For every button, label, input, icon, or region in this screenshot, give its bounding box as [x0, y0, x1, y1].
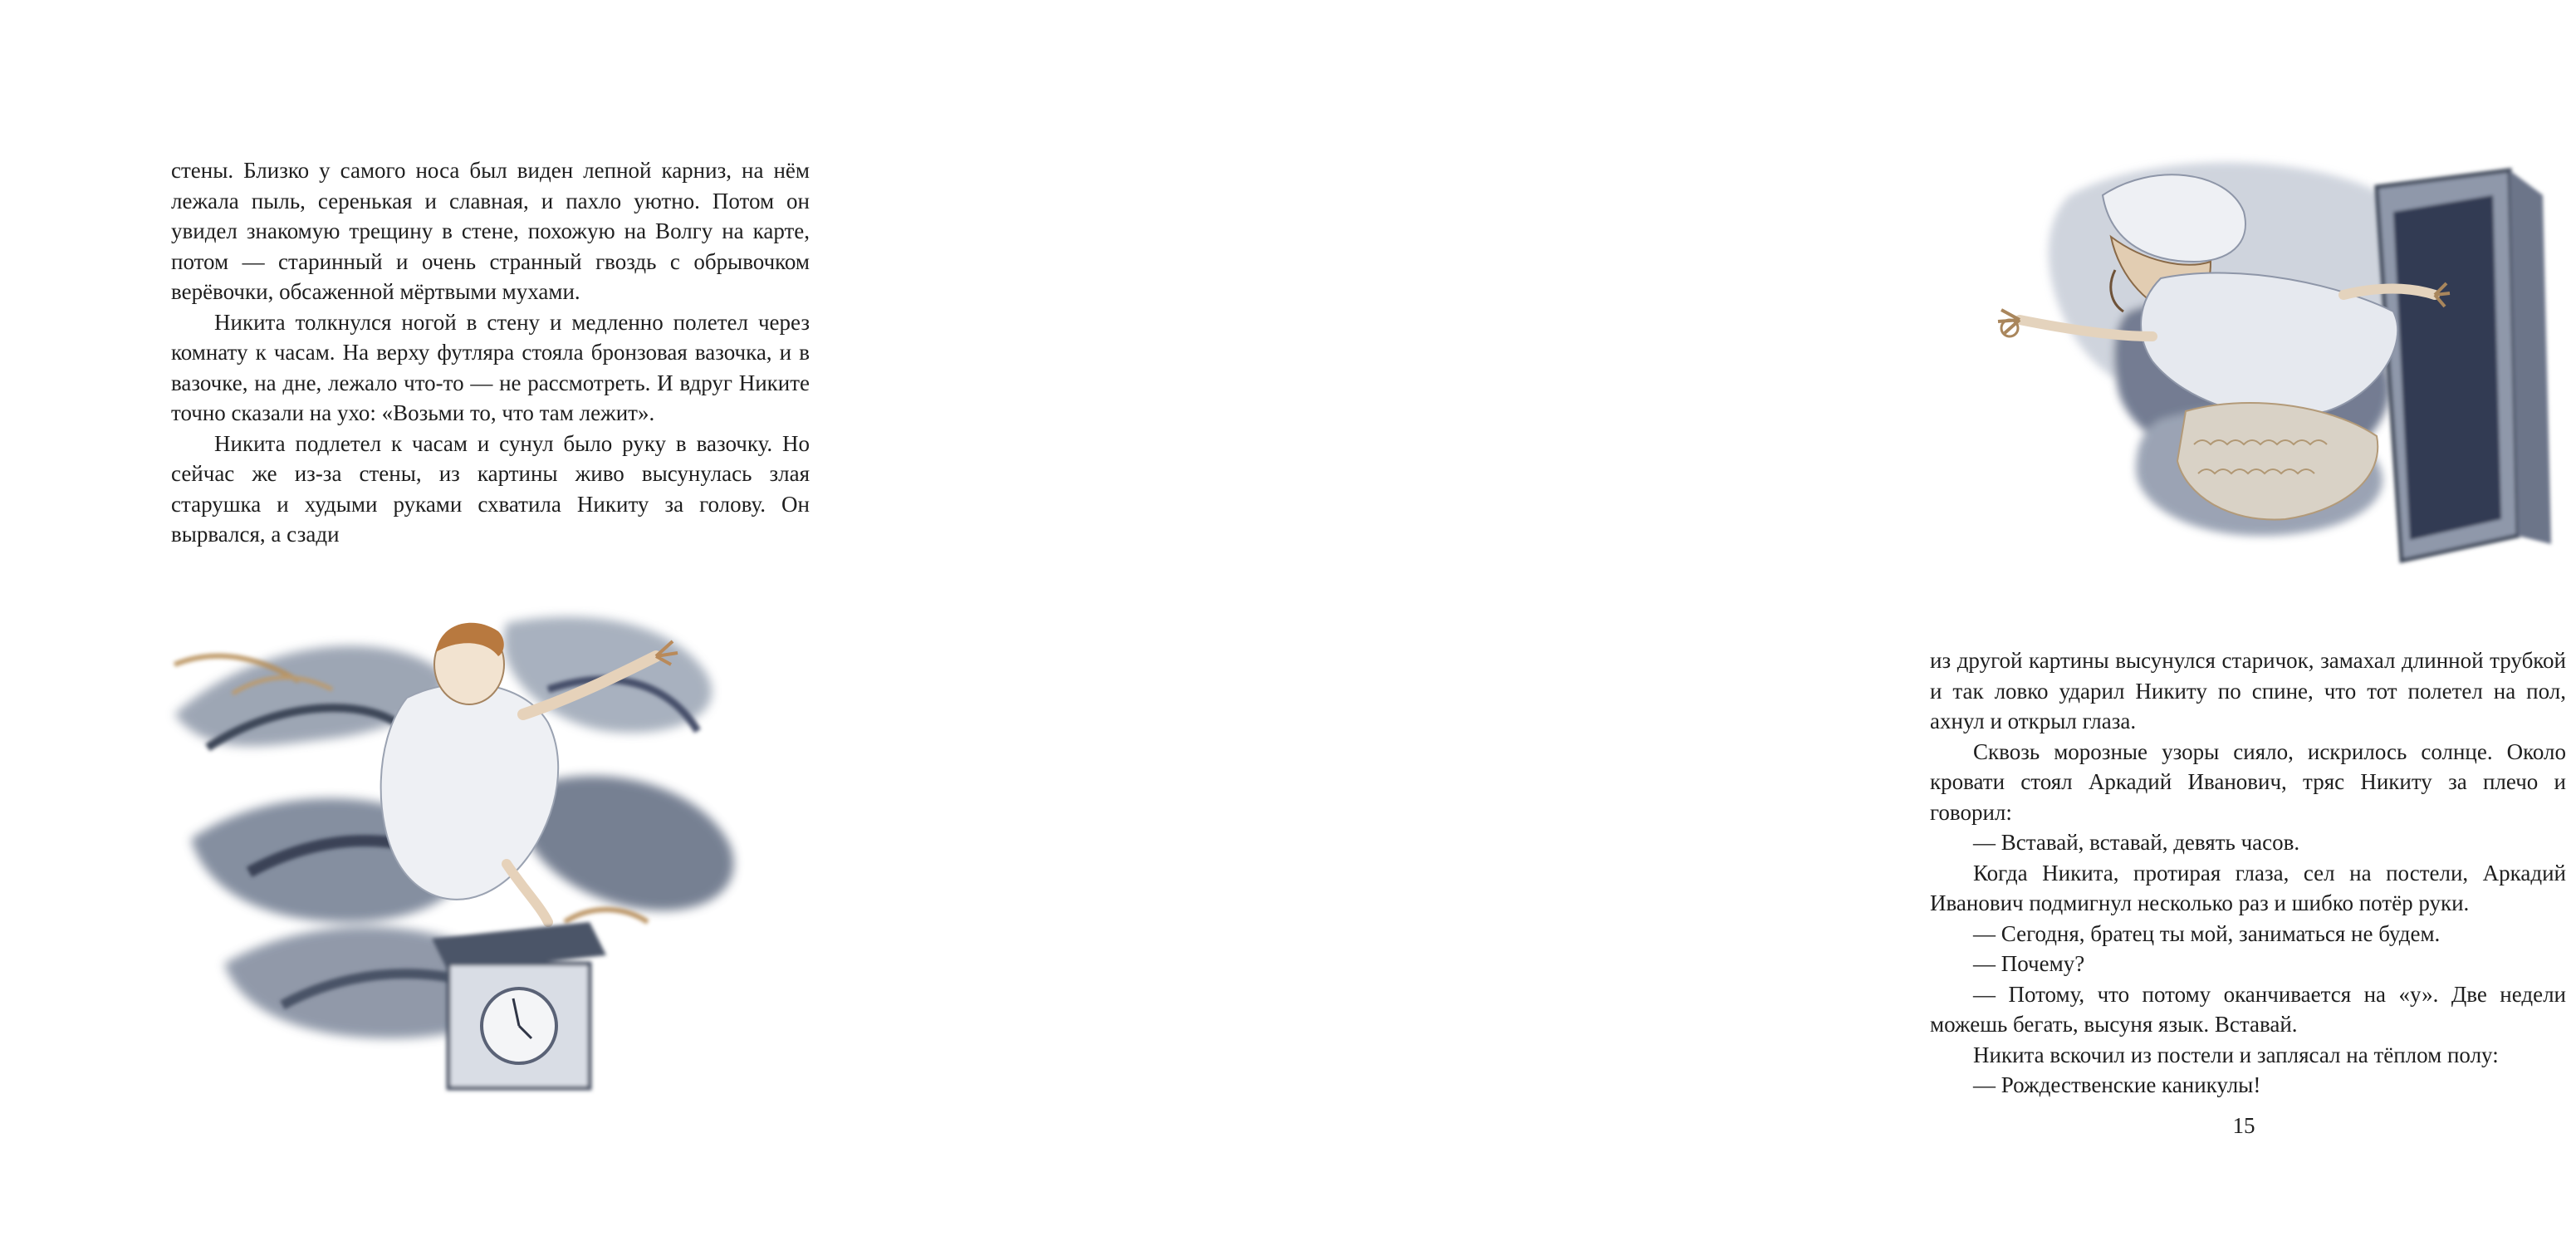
paragraph: Никита вскочил из постели и заплясал на тёплом полу: — [1973, 1042, 2499, 1067]
paragraph: Сквозь морозные узоры сияло, искрилось солнце. Около кровати стоял Аркадий Иванович, тряс Никиту за плечо и говорил: — [1930, 738, 2566, 825]
paragraph: стены. Близко у самого носа был виден лепной карниз, на нём лежала пыль, серенькая и славная, и пахло уютно. Потом он увидел знакомую трещину в стене, похожую на Волгу на карте, потом — старинный и очень странный гвоздь с обрывочком верёвочки, обсаженной мёртвыми мухами. — [171, 158, 810, 304]
right-page — [907, 0, 2566, 1246]
dialogue-line: — Рождественские каникулы! — [1973, 1072, 2261, 1097]
left-page — [0, 0, 907, 1246]
right-page-text — [1930, 645, 2566, 1101]
dialogue-line: — Вставай, вставай, девять часов. — [1973, 830, 2300, 855]
illustration-nikita-flying — [158, 573, 822, 1105]
dialogue-line: — Потому, что потому оканчивается на «у». Две недели можешь бегать, высуня язык. Вставай. — [1930, 981, 2566, 1037]
dialogue-line: — Почему? — [1973, 951, 2085, 976]
paragraph: Никита толкнулся ногой в стену и медленно полетел через комнату к часам. На верху футляра стояла бронзовая вазочка, и в вазочке, на дне, лежало что-то — не рассмотреть. И вдруг Никите точно сказали на ухо: «Возьми то, что там лежит». — [171, 309, 810, 425]
paragraph: из другой картины высунулся старичок, замахал длинной трубкой и так ловко ударил Никиту по спине, что тот полетел на пол, ахнул и открыл глаза. — [1930, 648, 2566, 733]
illustration-old-woman-from-picture — [1912, 145, 2576, 586]
page-number: 15 — [2232, 1113, 2255, 1138]
dialogue-line: — Сегодня, братец ты мой, заниматься не будем. — [1973, 920, 2441, 946]
paragraph: Когда Никита, протирая глаза, сел на постели, Аркадий Иванович подмигнул несколько раз и шибко потёр руки. — [1930, 860, 2566, 915]
paragraph: Никита подлетел к часам и сунул было руку в вазочку. Но сейчас же из-за стены, из картины живо высунулась злая старушка и худыми руками схватила Никиту за голову. Он вырвался, а сзади — [171, 430, 810, 547]
left-page-text — [171, 155, 810, 550]
